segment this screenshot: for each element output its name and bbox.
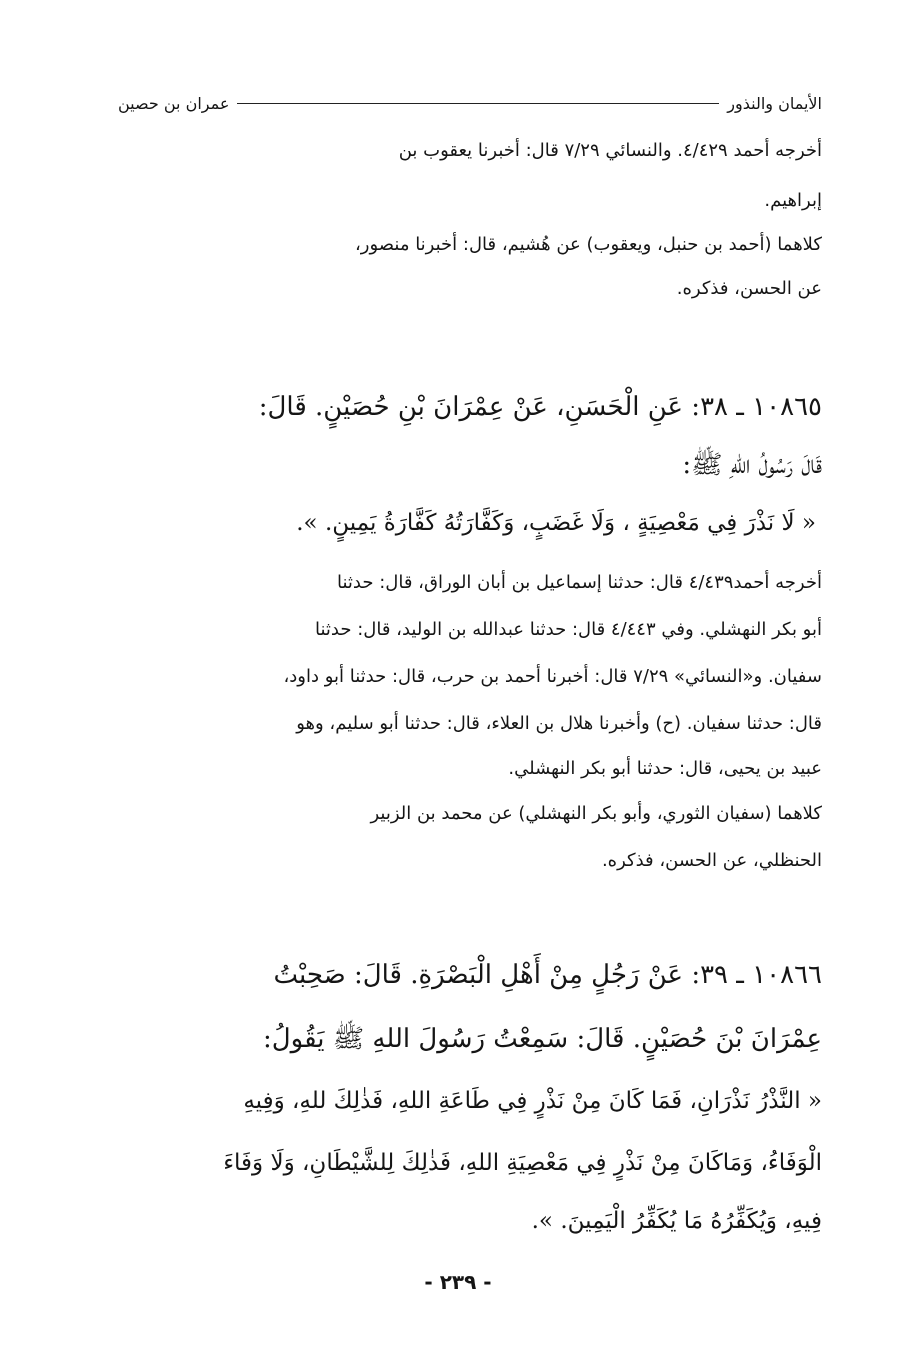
- note-line: كلاهما (أحمد بن حنبل، ويعقوب) عن هُشيم، قال: أخبرنا منصور،: [354, 234, 822, 255]
- note-line: إبراهيم.: [764, 190, 822, 211]
- header-narrator-title: عمران بن حصين: [118, 93, 230, 113]
- header-chapter-title: الأيمان والنذور: [727, 93, 822, 113]
- header-rule: [237, 103, 719, 104]
- hadith-text: قَالَ رَسُولُ اللهِ ﷺ:: [682, 450, 822, 480]
- takhrij-line: سفيان. و«النسائي» ٧/٢٩ قال: أخبرنا أحمد بن حرب، قال: حدثنا أبو داود،: [283, 666, 822, 687]
- takhrij-line: أخرجه أحمد٤/٤٣٩ قال: حدثنا إسماعيل بن أبان الوراق، قال: حدثنا: [337, 572, 822, 593]
- hadith-quote: « النَّذْرُ نَذْرَانِ، فَمَا كَانَ مِنْ نَذْرٍ فِي طَاعَةِ اللهِ، فَذٰلِكَ للهِ، وَفِيهِ: [243, 1088, 822, 1114]
- takhrij-line: أبو بكر النهشلي. وفي ٤/٤٤٣ قال: حدثنا عبدالله بن الوليد، قال: حدثنا: [315, 619, 822, 640]
- hadith-text: عِمْرَانَ بْنَ حُصَيْنٍ. قَالَ: سَمِعْتُ رَسُولَ اللهِ ﷺ يَقُولُ:: [263, 1024, 822, 1054]
- note-line: عن الحسن، فذكره.: [676, 278, 822, 299]
- takhrij-line: كلاهما (سفيان الثوري، وأبو بكر النهشلي) عن محمد بن الزبير: [370, 803, 822, 824]
- hadith-quote: الْوَفَاءُ، وَمَاكَانَ مِنْ نَذْرٍ فِي مَعْصِيَةِ اللهِ، فَذٰلِكَ لِلشَّيْطَانِ، وَلَا وَفَاءَ: [223, 1150, 822, 1176]
- takhrij-line: عبيد بن يحيى، قال: حدثنا أبو بكر النهشلي.: [508, 758, 822, 779]
- hadith-quote: « لَا نَذْرَ فِي مَعْصِيَةٍ ، وَلَا غَضَبٍ، وَكَفَّارَتُهُ كَفَّارَةُ يَمِينٍ. ».: [296, 510, 816, 536]
- note-line: أخرجه أحمد ٤/٤٢٩. والنسائي ٧/٢٩ قال: أخبرنا يعقوب بن: [398, 140, 822, 161]
- takhrij-line: قال: حدثنا سفيان. (ح) وأخبرنا هلال بن العلاء، قال: حدثنا أبو سليم، وهو: [296, 713, 822, 734]
- hadith-heading: ١٠٨٦٥ ـ ٣٨: عَنِ الْحَسَنِ، عَنْ عِمْرَانَ بْنِ حُصَيْنٍ. قَالَ:: [258, 392, 822, 422]
- hadith-heading: ١٠٨٦٦ ـ ٣٩: عَنْ رَجُلٍ مِنْ أَهْلِ الْبَصْرَةِ. قَالَ: صَحِبْتُ: [273, 960, 822, 990]
- running-header: [118, 88, 822, 118]
- hadith-quote: فِيهِ، وَيُكَفِّرُهُ مَا يُكَفِّرُ الْيَمِينَ. ».: [531, 1208, 822, 1234]
- takhrij-line: الحنظلي، عن الحسن، فذكره.: [601, 850, 822, 871]
- page-number: - ٢٣٩ -: [424, 1270, 492, 1294]
